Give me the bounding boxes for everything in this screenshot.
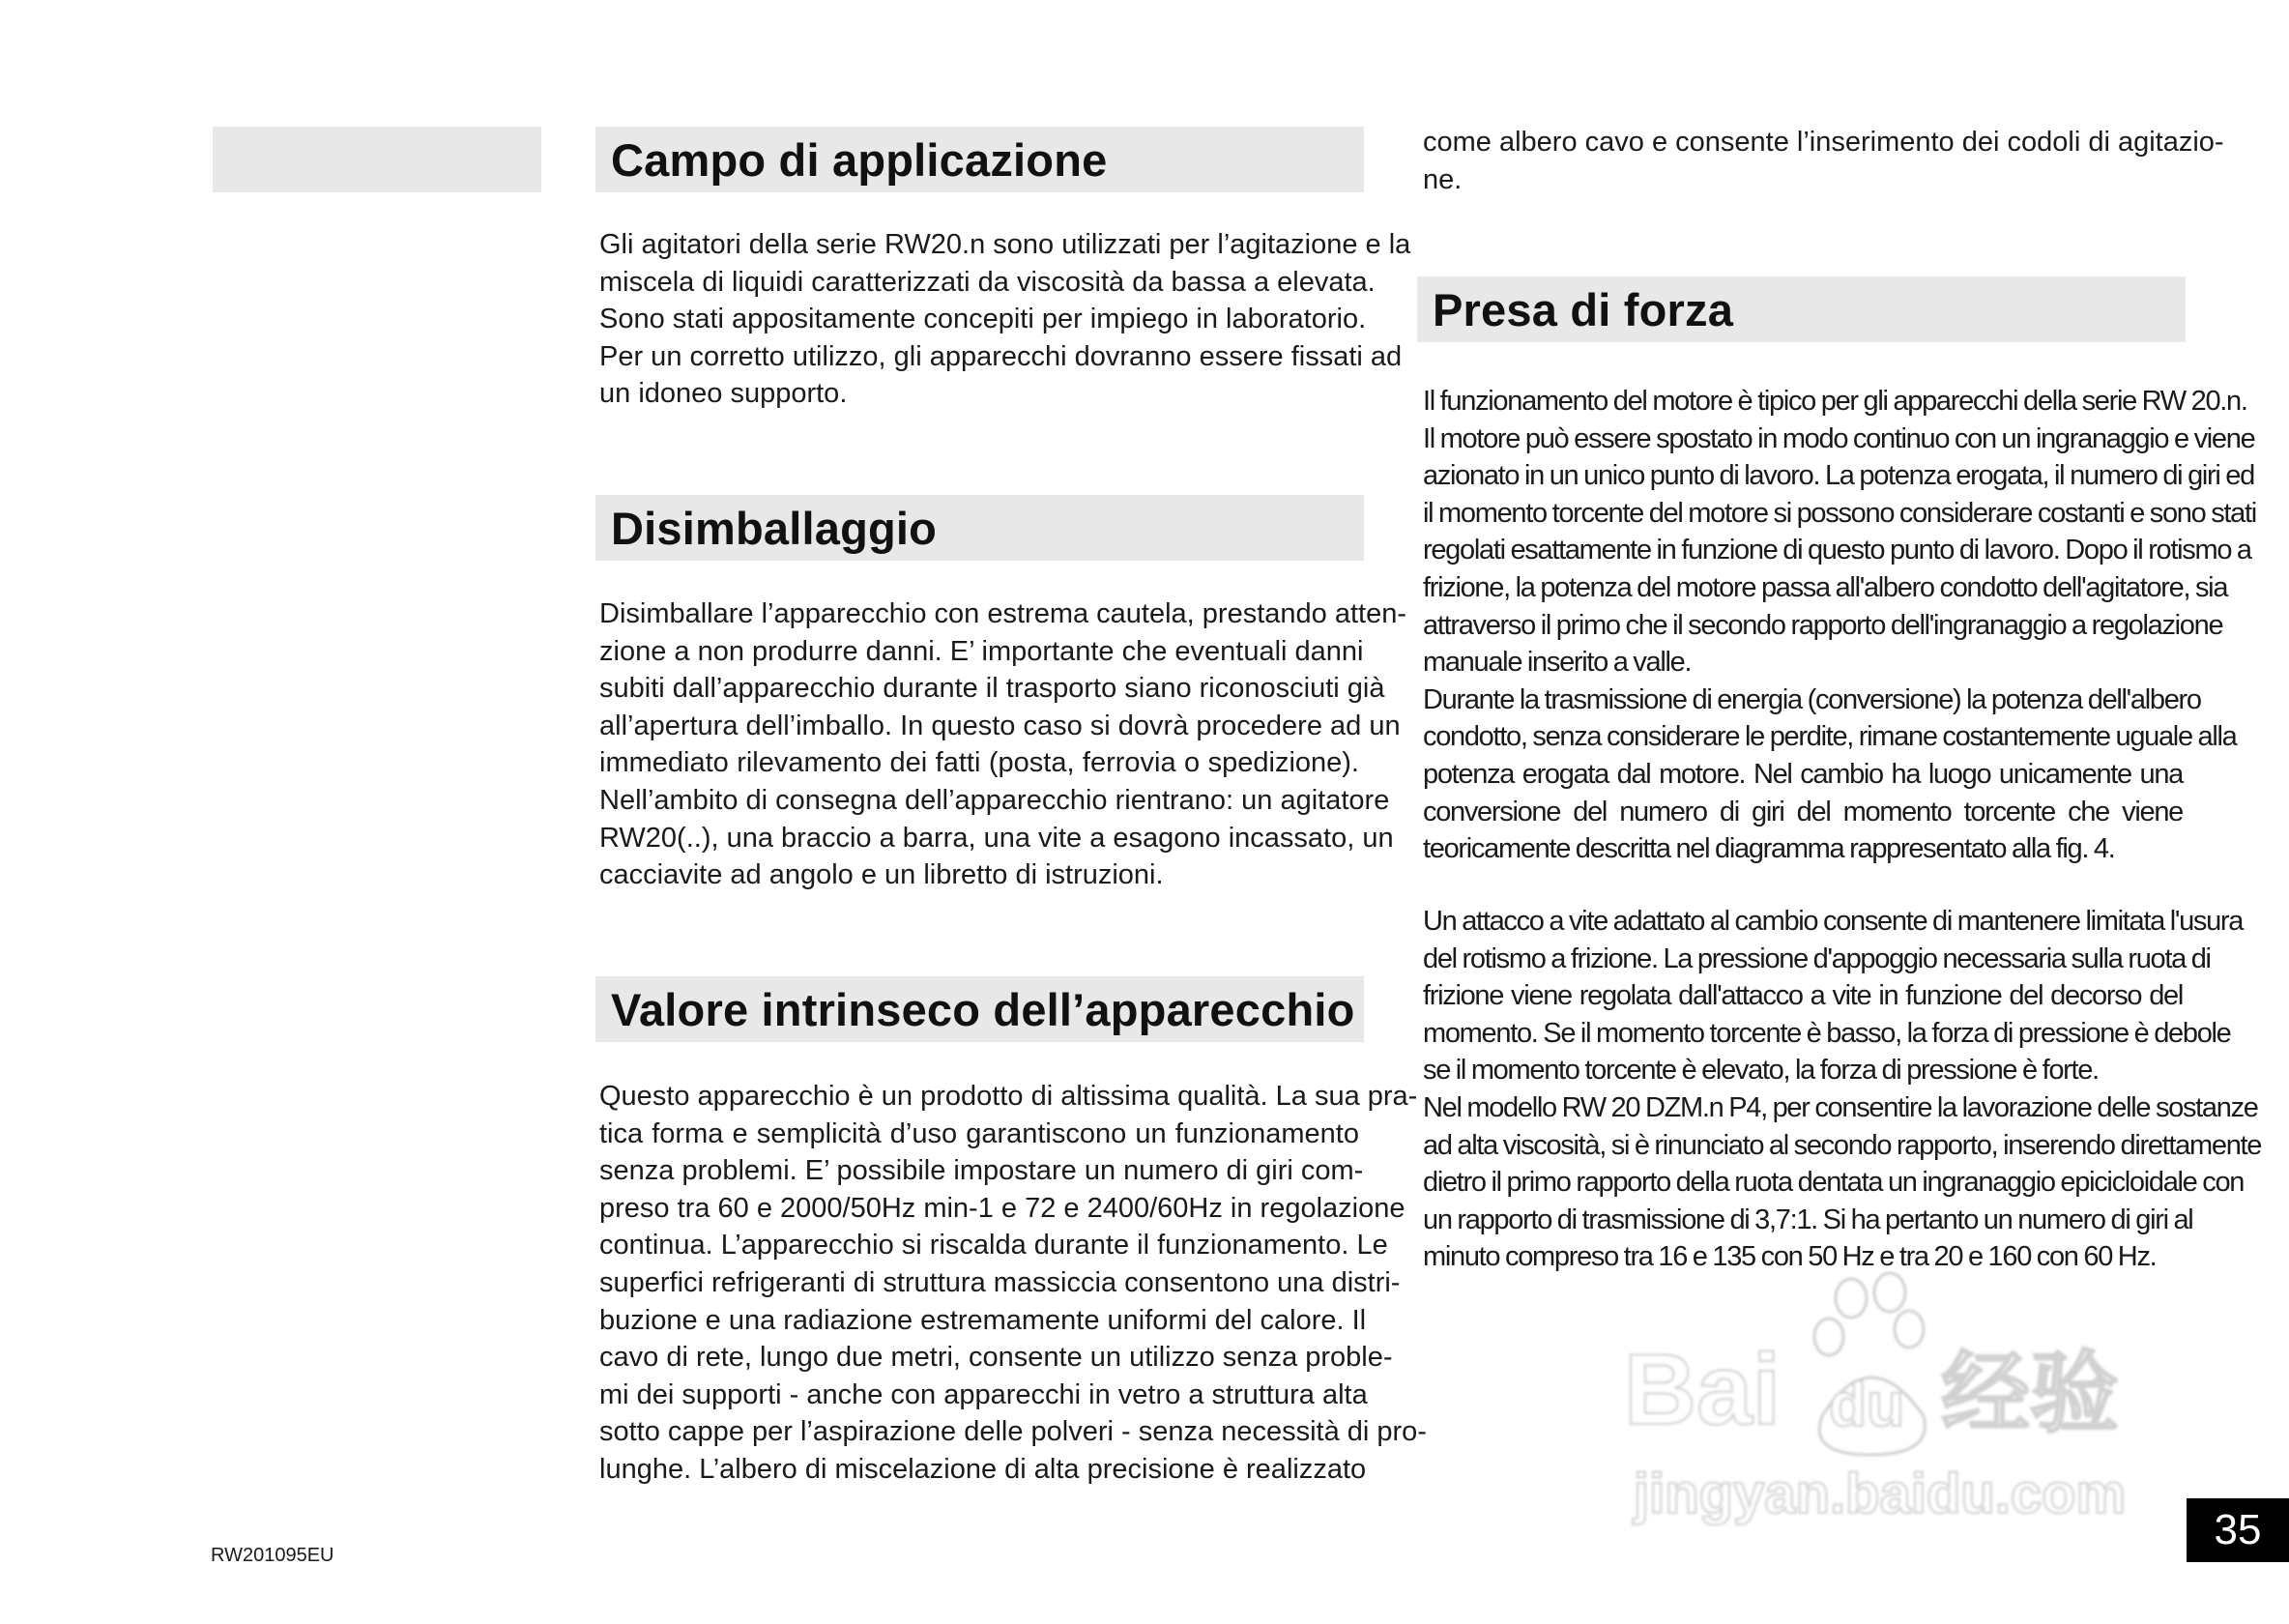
text-line: conversione del numero di giri del momento torcente che viene [1423, 796, 2183, 827]
text-line: immediato rilevamento dei fatti (posta, ferrovia o spedizione). [599, 747, 1359, 779]
text-line: Il motore può essere spostato in modo continuo con un ingranaggio e viene [1423, 422, 2255, 454]
section-heading-valore [595, 976, 1364, 1042]
text-line: Durante la trasmissione di energia (conversione) la potenza dell'albero [1423, 683, 2201, 715]
text-line: superfici refrigeranti di struttura massiccia consentono una distri- [599, 1266, 1401, 1298]
paragraph-campo [599, 226, 1411, 413]
baidu-watermark-logo [1614, 1271, 2156, 1532]
text-line: all’apertura dell’imballo. In questo caso si dovrà procedere ad un [599, 710, 1401, 741]
text-line: Nell’ambito di consegna dell’apparecchio rientrano: un agitatore [599, 784, 1390, 816]
side-bar-block [213, 127, 541, 192]
text-line: Il funzionamento del motore è tipico per gli apparecchi della serie RW 20.n. [1423, 386, 2247, 417]
section-heading-disimballaggio [595, 495, 1364, 561]
text-line: cavo di rete, lungo due metri, consente un utilizzo senza proble- [599, 1342, 1393, 1374]
text-line: tica forma e semplicità d’uso garantiscono un funzionamento [599, 1117, 1359, 1149]
text-line: buzione e una radiazione estremamente uniformi del calore. Il [599, 1304, 1367, 1336]
text-line: Sono stati appositamente concepiti per impiego in laboratorio. [599, 304, 1367, 335]
paragraph-presa-2 [1423, 903, 2262, 1276]
text-line: subiti dall’apparecchio durante il trasporto siano riconosciuti già [599, 673, 1385, 705]
text-line: ad alta viscosità, si è rinunciato al secondo rapporto, inserendo direttamente [1423, 1129, 2262, 1161]
text-line: momento. Se il momento torcente è basso, la forza di pressione è debole [1423, 1017, 2231, 1049]
text-line: ne. [1423, 163, 1463, 195]
text-line: lunghe. L’albero di miscelazione di alta precisione è realizzato [599, 1453, 1367, 1485]
text-line: Per un corretto utilizzo, gli apparecchi dovranno essere fissati ad [599, 340, 1403, 372]
document-code: RW201095EU [211, 1545, 334, 1566]
text-line: Questo apparecchio è un prodotto di altissima qualità. La sua pra- [599, 1081, 1418, 1112]
text-line: attraverso il primo che il secondo rapporto dell'ingranaggio a regolazione [1423, 609, 2223, 641]
section-heading-presa [1417, 276, 2186, 342]
paragraph-valore [599, 1078, 1427, 1489]
text-line: zione a non produrre danni. E’ importante che eventuali danni [599, 635, 1364, 667]
text-line: dietro il primo rapporto della ruota dentata un ingranaggio epicicloidale con [1423, 1167, 2245, 1199]
heading-text: Valore intrinseco dell’apparecchio [611, 983, 1355, 1035]
text-line: il momento torcente del motore si possono considerare costanti e sono stati [1423, 497, 2256, 529]
heading-text: Campo di applicazione [611, 133, 1108, 186]
text-line: minuto compreso tra 16 e 135 con 50 Hz e tra 20 e 160 con 60 Hz. [1423, 1241, 2157, 1273]
heading-text: Presa di forza [1433, 283, 1734, 335]
text-line: teoricamente descritta nel diagramma rappresentato alla fig. 4. [1423, 833, 2115, 865]
text-line: miscela di liquidi caratterizzati da viscosità da bassa a elevata. [599, 266, 1376, 298]
text-line: regolati esattamente in funzione di questo punto di lavoro. Dopo il rotismo a [1423, 535, 2251, 566]
text-line: sotto cappe per l’aspirazione delle polveri - senza necessità di pro- [599, 1416, 1427, 1448]
page-number: 35 [2187, 1498, 2289, 1562]
text-line: Disimballare l’apparecchio con estrema cautela, prestando atten- [599, 598, 1406, 629]
text-line: un rapporto di trasmissione di 3,7:1. Si ha pertanto un numero di giri al [1423, 1204, 2193, 1235]
text-line: un idoneo supporto. [599, 378, 848, 410]
watermark-url: jingyan.baidu.com [1634, 1463, 2127, 1525]
section-heading-campo [595, 127, 1364, 192]
text-line: mi dei supporti - anche con apparecchi in vetro a struttura alta [599, 1378, 1368, 1410]
heading-text: Disimballaggio [611, 502, 938, 554]
text-line: se il momento torcente è elevato, la forza di pressione è forte. [1423, 1055, 2099, 1087]
text-line: frizione viene regolata dall'attacco a vite in funzione del decorso del [1423, 980, 2183, 1012]
text-line: RW20(..), una braccio a barra, una vite a esagono incassato, un [599, 822, 1394, 854]
watermark-brand-2: du [1829, 1370, 1905, 1439]
paragraph-continuation [1423, 124, 2224, 198]
text-line: Nel modello RW 20 DZM.n P4, per consentire la lavorazione delle sostanze [1423, 1091, 2258, 1123]
text-line: condotto, senza considerare le perdite, rimane costantemente uguale alla [1423, 721, 2237, 753]
paragraph-presa-1 [1423, 383, 2256, 868]
text-line: potenza erogata dal motore. Nel cambio ha luogo unicamente una [1423, 758, 2183, 790]
paragraph-disimballaggio [599, 595, 1406, 894]
text-line: senza problemi. E’ possibile impostare un numero di giri com- [599, 1155, 1364, 1187]
text-line: cacciavite ad angolo e un libretto di istruzioni. [599, 859, 1164, 891]
text-line: continua. L’apparecchio si riscalda durante il funzionamento. Le [599, 1230, 1388, 1262]
text-line: azionato in un unico punto di lavoro. La potenza erogata, il numero di giri ed [1423, 460, 2254, 492]
text-line: manuale inserito a valle. [1423, 647, 1692, 679]
text-line: del rotismo a frizione. La pressione d'appoggio necessaria sulla ruota di [1423, 942, 2211, 974]
text-line: preso tra 60 e 2000/50Hz min-1 e 72 e 2400/60Hz in regolazione [599, 1192, 1405, 1224]
text-line: frizione, la potenza del motore passa all'albero condotto dell'agitatore, sia [1423, 571, 2228, 603]
watermark-cjk: 经验 [1941, 1345, 2120, 1443]
watermark-brand: Bai [1624, 1334, 1781, 1446]
text-line: Gli agitatori della serie RW20.n sono utilizzati per l’agitazione e la [599, 229, 1411, 260]
text-line: come albero cavo e consente l’inserimento dei codoli di agitazio- [1423, 127, 2224, 158]
text-line: Un attacco a vite adattato al cambio consente di mantenere limitata l'usura [1423, 906, 2244, 937]
